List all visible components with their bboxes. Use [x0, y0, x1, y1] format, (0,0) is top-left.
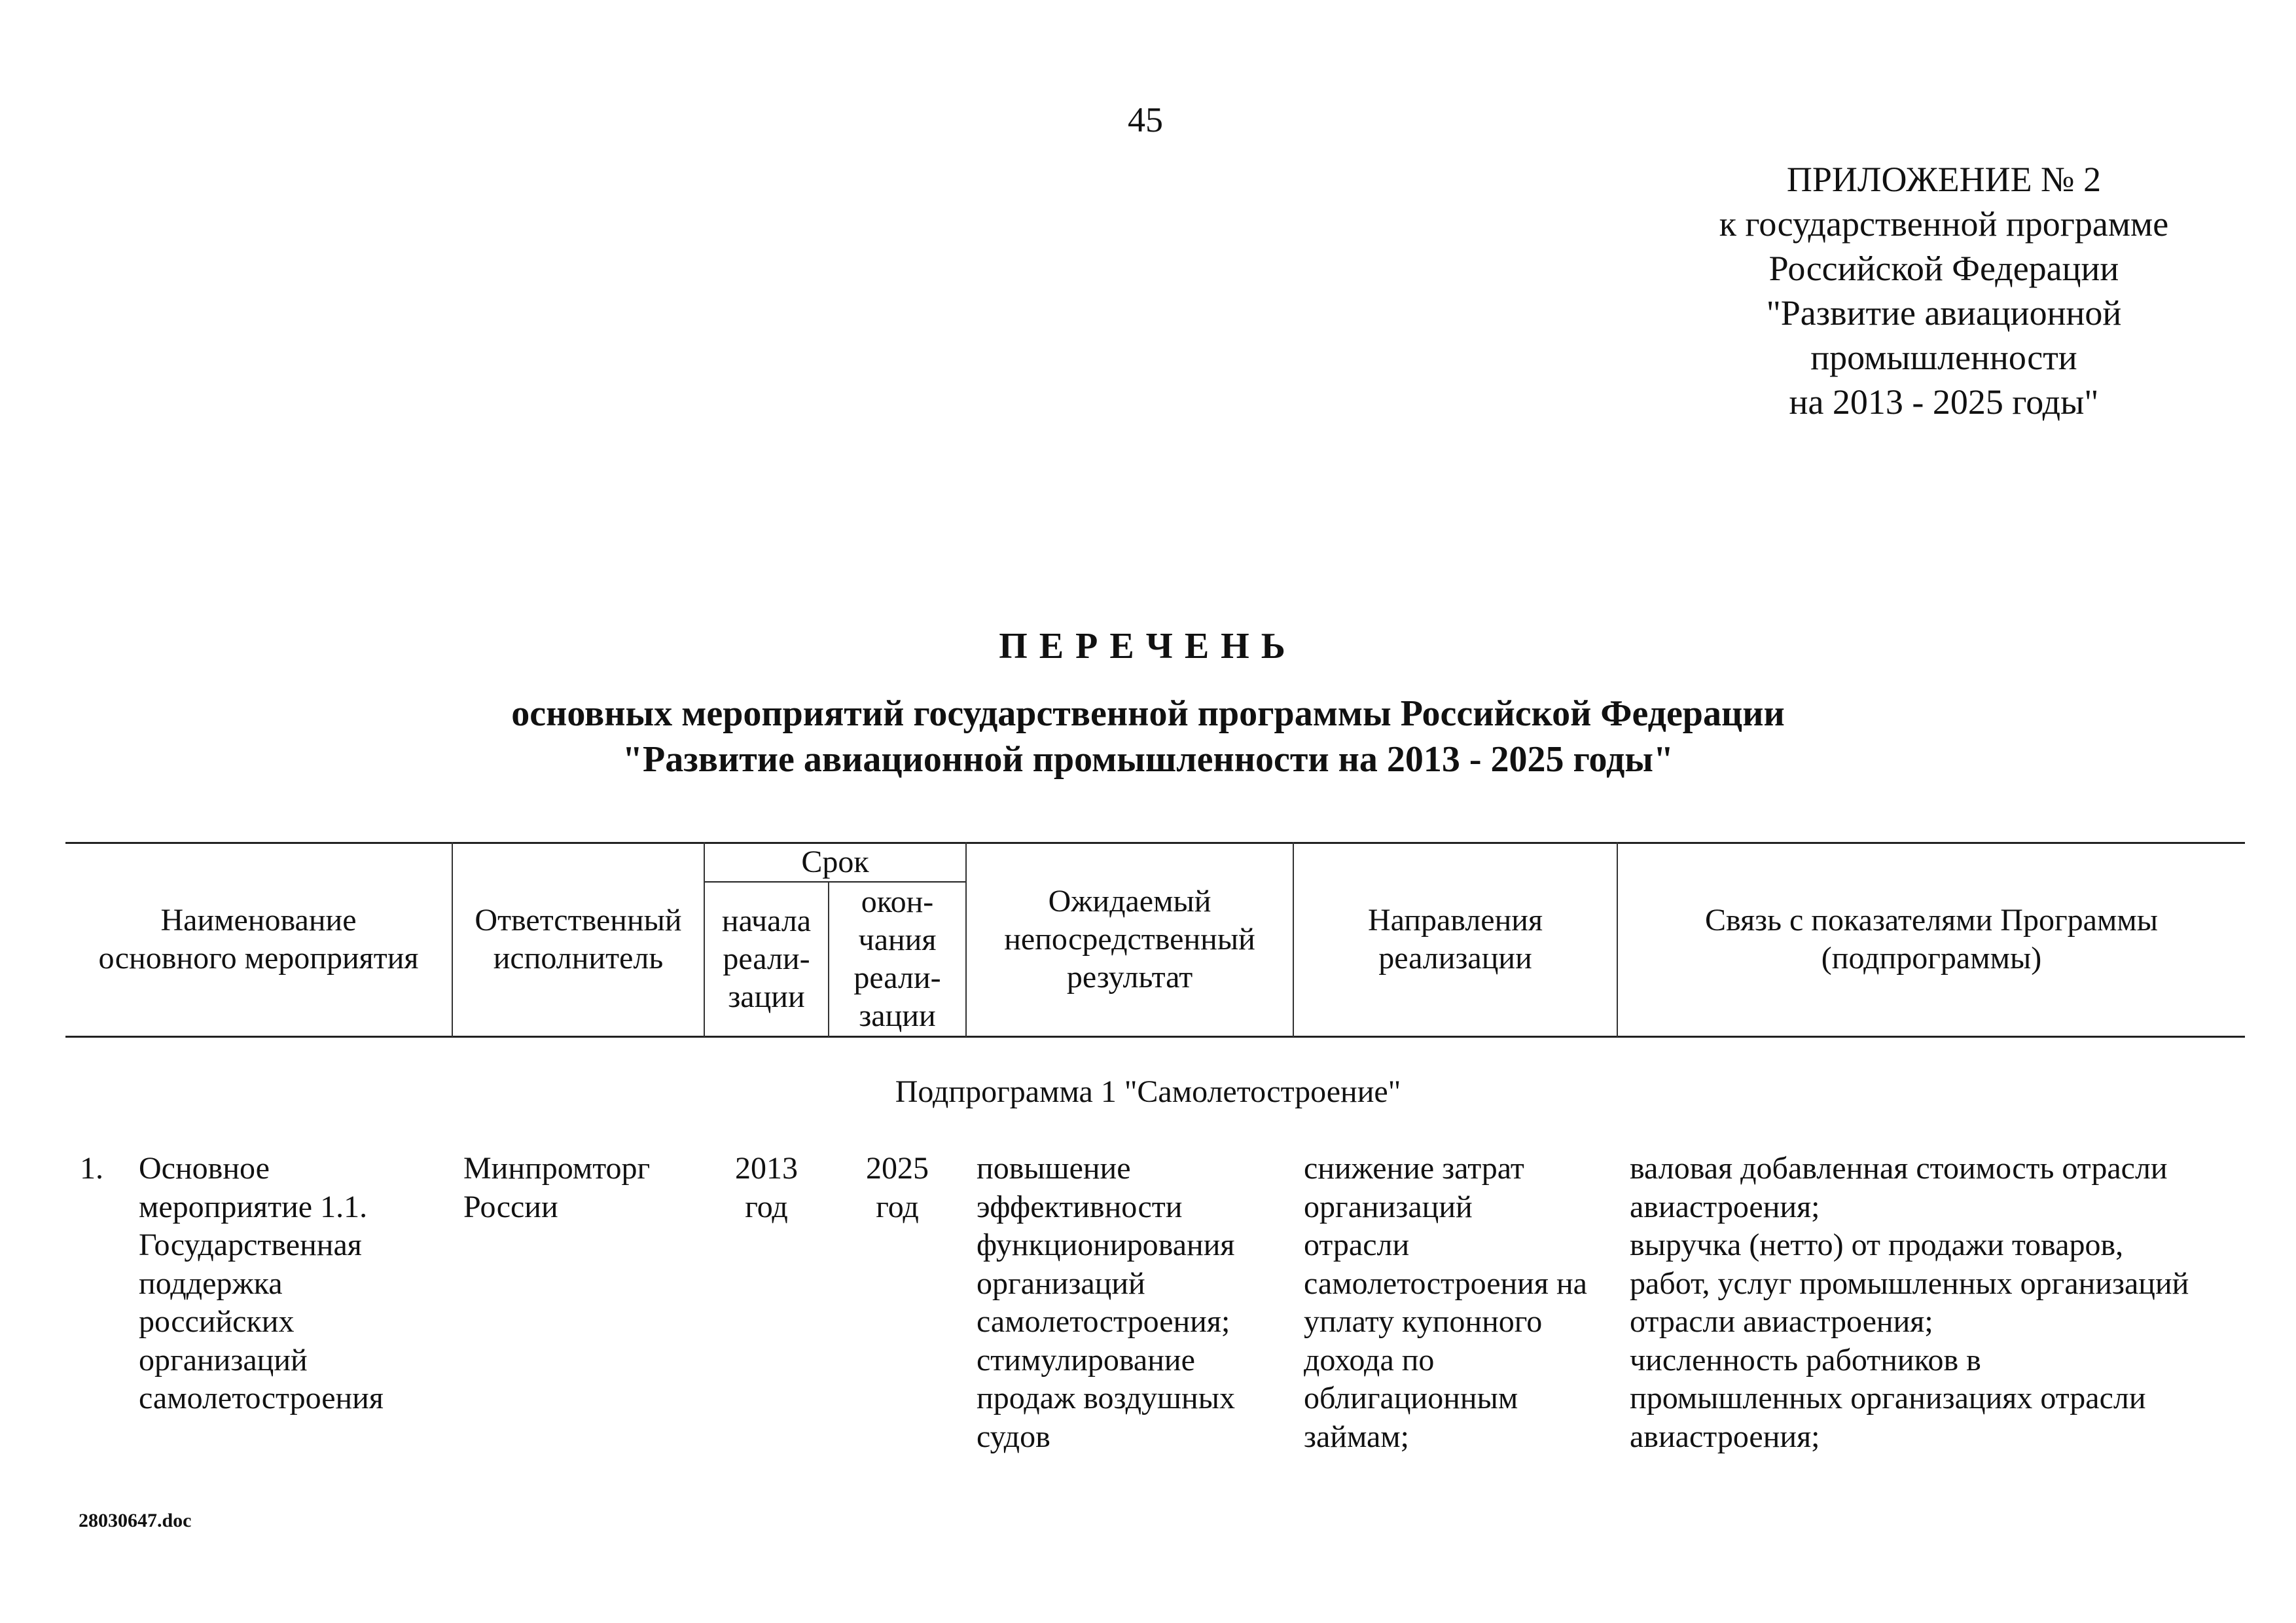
cell-line: снижение затрат	[1304, 1151, 1524, 1186]
header-directions	[1294, 843, 1617, 1036]
header-text: результат	[1066, 960, 1193, 994]
cell-line: облигационным	[1304, 1381, 1518, 1415]
header-text: чания	[858, 922, 937, 957]
cell-line: стимулирование	[977, 1342, 1195, 1377]
header-text: реализации	[1378, 941, 1532, 976]
header-text: Наименование	[160, 903, 357, 938]
subtitle-line-1: основных мероприятий государственной программы Российской Федерации	[511, 693, 1785, 734]
subprogram-title: Подпрограмма 1 "Самолетостроение"	[895, 1074, 1401, 1109]
cell-line: мероприятие 1.1.	[139, 1189, 368, 1224]
header-text: (подпрограммы)	[1821, 941, 2042, 976]
cell-line: дохода по	[1304, 1342, 1435, 1377]
cell-name	[139, 1150, 446, 1418]
cell-line: займам;	[1304, 1419, 1410, 1454]
cell-line: Основное	[139, 1151, 270, 1186]
cell-line: России	[463, 1189, 558, 1224]
cell-line: 2025	[866, 1151, 929, 1186]
header-text: Направления	[1367, 903, 1543, 938]
appendix-line: на 2013 - 2025 годы"	[1789, 382, 2099, 422]
table-header-bottom-rule	[65, 1036, 2245, 1038]
cell-line: Государственная	[139, 1228, 362, 1262]
cell-line: организаций	[1304, 1189, 1473, 1224]
cell-line: поддержка	[139, 1266, 283, 1301]
header-text: Ответственный	[475, 903, 682, 938]
cell-line: самолетостроения;	[977, 1304, 1230, 1339]
cell-line: организаций	[977, 1266, 1145, 1301]
cell-line: продаж воздушных	[977, 1381, 1235, 1415]
cell-line: российских	[139, 1304, 295, 1339]
document-subtitle	[0, 691, 2296, 782]
cell-line: год	[745, 1189, 788, 1224]
cell-line: валовая добавленная стоимость отрасли	[1630, 1151, 2168, 1186]
page-number: 45	[1128, 100, 1163, 139]
document-title: ПЕРЕЧЕНЬ	[999, 626, 1297, 666]
document-file-id: 28030647.doc	[79, 1510, 192, 1531]
appendix-line: промышленности	[1810, 338, 2077, 377]
header-text: начала	[721, 903, 812, 938]
header-name	[65, 843, 452, 1036]
cell-line: год	[876, 1189, 919, 1224]
cell-line: авиастроения;	[1630, 1419, 1820, 1454]
cell-line: отрасли	[1304, 1228, 1410, 1262]
appendix-line: ПРИЛОЖЕНИЕ № 2	[1786, 160, 2102, 199]
header-text: Срок	[801, 845, 869, 879]
cell-line: эффективности	[977, 1189, 1183, 1224]
header-text: окон-	[861, 884, 934, 919]
header-end	[829, 883, 965, 1036]
header-result	[967, 843, 1293, 1036]
cell-line: 2013	[735, 1151, 798, 1186]
appendix-line: к государственной программе	[1719, 204, 2169, 244]
cell-directions	[1304, 1150, 1615, 1456]
cell-line: уплату купонного	[1304, 1304, 1543, 1339]
appendix-line: "Развитие авиационной	[1766, 293, 2122, 333]
header-text: зации	[728, 979, 805, 1014]
cell-line: численность работников в	[1630, 1342, 1981, 1377]
header-text: Ожидаемый	[1048, 884, 1211, 919]
cell-line: функционирования	[977, 1228, 1235, 1262]
cell-indicators	[1630, 1150, 2245, 1456]
header-text: основного мероприятия	[98, 941, 419, 976]
cell-line: судов	[977, 1419, 1050, 1454]
header-text: реали-	[723, 941, 810, 976]
cell-line: Минпромторг	[463, 1151, 651, 1186]
cell-executor	[463, 1150, 699, 1226]
header-text: зации	[859, 998, 936, 1033]
cell-line: промышленных организациях отрасли	[1630, 1381, 2146, 1415]
appendix-line: Российской Федерации	[1768, 249, 2119, 288]
cell-line: работ, услуг промышленных организаций	[1630, 1266, 2189, 1301]
header-text: Связь с показателями Программы	[1705, 903, 2158, 938]
header-text: реали-	[853, 960, 941, 995]
cell-line: выручка (нетто) от продажи товаров,	[1630, 1228, 2124, 1262]
cell-end	[829, 1150, 965, 1226]
row-number: 1.	[80, 1151, 103, 1186]
header-term	[705, 843, 965, 881]
cell-result	[977, 1150, 1291, 1456]
cell-start	[705, 1150, 828, 1226]
header-indicators	[1618, 843, 2245, 1036]
appendix-block	[1662, 157, 2225, 424]
cell-line: отрасли авиастроения;	[1630, 1304, 1933, 1339]
cell-line: повышение	[977, 1151, 1131, 1186]
cell-line: авиастроения;	[1630, 1189, 1820, 1224]
header-executor	[453, 843, 704, 1036]
cell-line: самолетостроения	[139, 1381, 384, 1415]
cell-line: организаций	[139, 1342, 308, 1377]
header-start	[705, 883, 828, 1036]
cell-line: самолетостроения на	[1304, 1266, 1587, 1301]
header-text: исполнитель	[493, 941, 664, 976]
header-text: непосредственный	[1004, 922, 1255, 957]
subtitle-line-2: "Развитие авиационной промышленности на 2013 - 2025 годы"	[622, 739, 1674, 780]
